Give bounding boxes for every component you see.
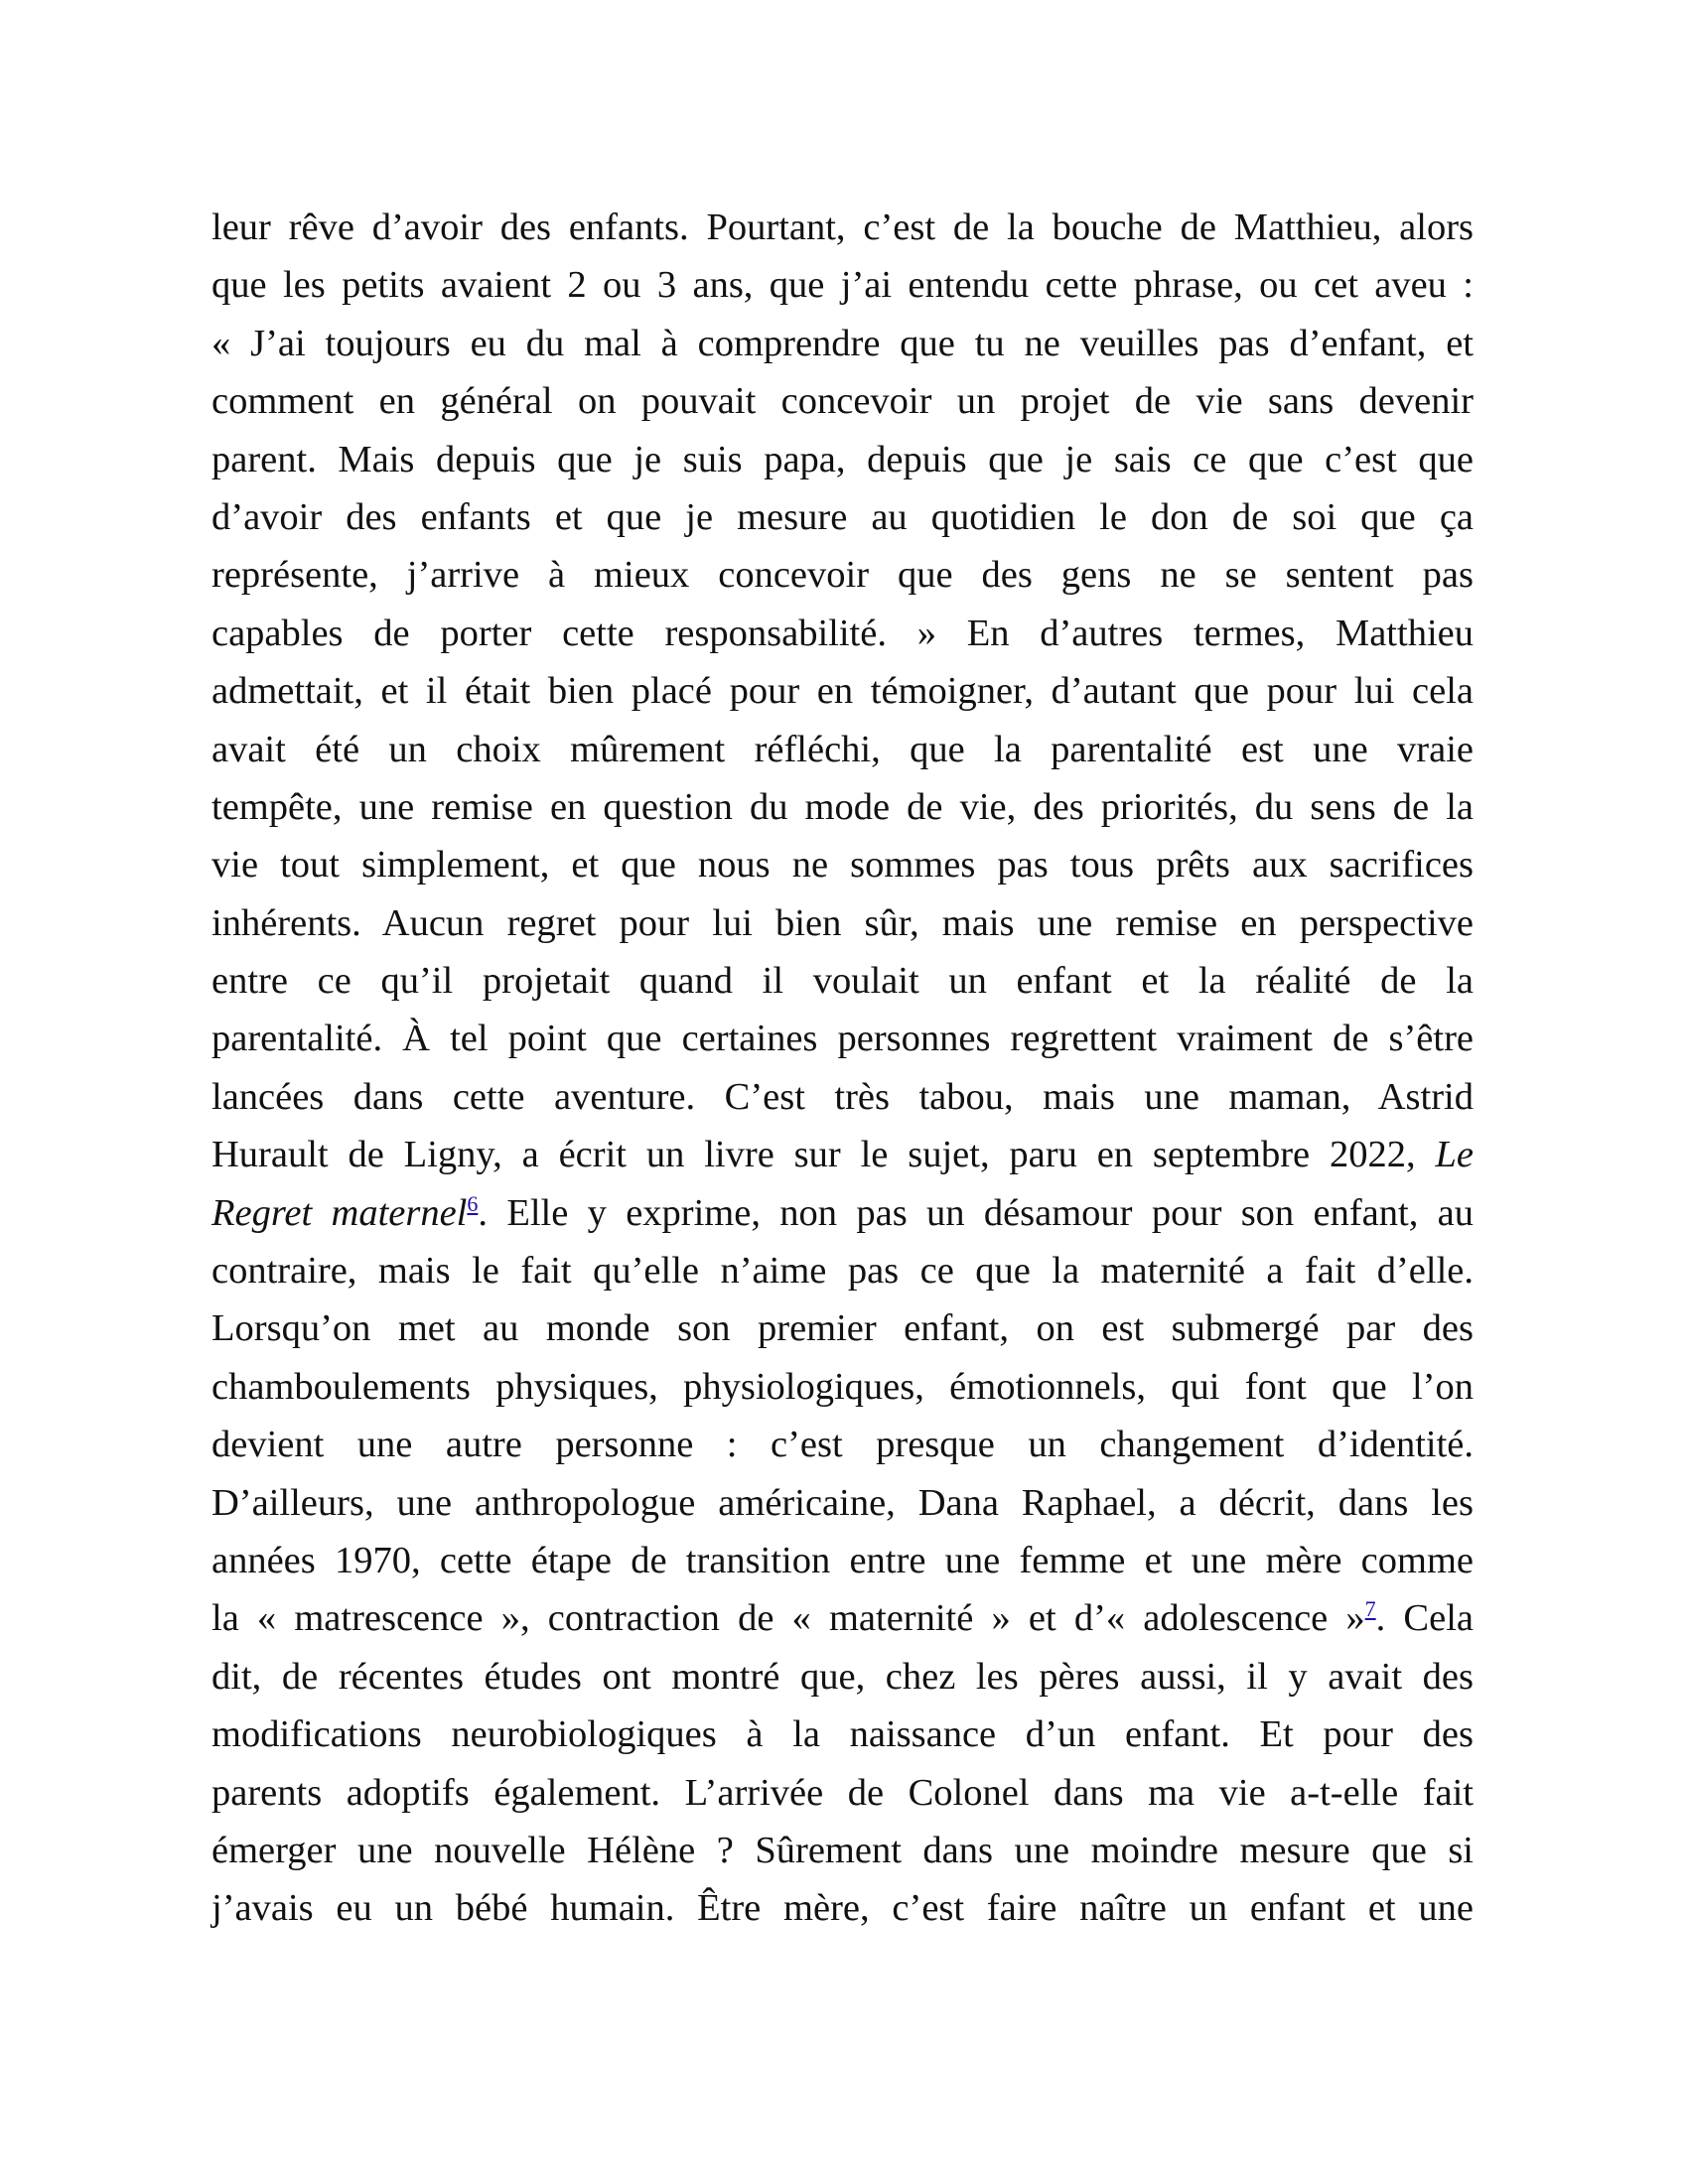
text-line: vie tout simplement, et que nous ne sommes pas tous prêts aux sacrifices: [211, 844, 1474, 887]
text-line: parents adoptifs également. L’arrivée de Colonel dans ma vie a-t-elle fait: [211, 1771, 1474, 1814]
text-line: D’ailleurs, une anthropologue américaine, Dana Raphael, a décrit, dans les: [211, 1481, 1474, 1524]
text-line: Lorsqu’on met au monde son premier enfant, on est submergé par des: [211, 1307, 1474, 1350]
body-text: [211, 199, 1474, 1938]
text-line: contraire, mais le fait qu’elle n’aime pas ce que la maternité a fait d’elle.: [211, 1250, 1474, 1293]
text-line-with-title-start: [211, 1126, 1474, 1183]
footnote-ref-6[interactable]: 6: [467, 1190, 479, 1216]
text-segment: . Elle y exprime, non pas un désamour pour son enfant, au: [478, 1191, 1474, 1234]
text-line: représente, j’arrive à mieux concevoir que des gens ne se sentent pas: [211, 554, 1474, 597]
text-line: tempête, une remise en question du mode de vie, des priorités, du sens de la: [211, 785, 1474, 828]
text-segment: . Cela: [1375, 1597, 1474, 1640]
footnote-ref-7[interactable]: 7: [1364, 1596, 1376, 1622]
text-line-with-footnote-6: [211, 1184, 1474, 1242]
text-line: lancées dans cette aventure. C’est très tabou, mais une maman, Astrid: [211, 1075, 1474, 1118]
text-line: dit, de récentes études ont montré que, chez les pères aussi, il y avait des: [211, 1655, 1474, 1698]
text-line: parentalité. À tel point que certaines personnes regrettent vraiment de s’être: [211, 1018, 1474, 1060]
text-line: d’avoir des enfants et que je mesure au quotidien le don de soi que ça: [211, 495, 1474, 538]
text-line-with-footnote-7: [211, 1589, 1474, 1647]
text-line: chamboulements physiques, physiologiques, émotionnels, qui font que l’on: [211, 1365, 1474, 1408]
text-line: années 1970, cette étape de transition entre une femme et une mère comme: [211, 1539, 1474, 1581]
text-line: leur rêve d’avoir des enfants. Pourtant, c’est de la bouche de Matthieu, alors: [211, 206, 1474, 248]
text-line: devient une autre personne : c’est presque un changement d’identité.: [211, 1424, 1474, 1466]
text-line: « J’ai toujours eu du mal à comprendre que tu ne veuilles pas d’enfant, et: [211, 322, 1474, 364]
book-title-part-2: Regret maternel: [211, 1191, 468, 1234]
text-line: inhérents. Aucun regret pour lui bien sûr, mais une remise en perspective: [211, 901, 1474, 944]
text-segment: Hurault de Ligny, a écrit un livre sur le sujet, paru en septembre 2022,: [211, 1134, 1416, 1176]
text-line: capables de porter cette responsabilité. » En d’autres termes, Matthieu: [211, 612, 1474, 654]
book-title-part-1: Le: [1435, 1134, 1474, 1176]
text-line: comment en général on pouvait concevoir un projet de vie sans devenir: [211, 380, 1474, 423]
text-line: émerger une nouvelle Hélène ? Sûrement dans une moindre mesure que si: [211, 1829, 1474, 1871]
text-segment: la « matrescence », contraction de « maternité » et d’« adolescence »: [211, 1597, 1365, 1640]
text-line: avait été un choix mûrement réfléchi, que la parentalité est une vraie: [211, 728, 1474, 770]
text-line: admettait, et il était bien placé pour en témoigner, d’autant que pour lui cela: [211, 670, 1474, 713]
text-line: parent. Mais depuis que je suis papa, depuis que je sais ce que c’est que: [211, 438, 1474, 480]
text-line: modifications neurobiologiques à la naissance d’un enfant. Et pour des: [211, 1713, 1474, 1756]
text-line: que les petits avaient 2 ou 3 ans, que j’ai entendu cette phrase, ou cet aveu :: [211, 264, 1474, 307]
text-line: entre ce qu’il projetait quand il voulait un enfant et la réalité de la: [211, 960, 1474, 1003]
text-line: j’avais eu un bébé humain. Être mère, c’est faire naître un enfant et une: [211, 1887, 1474, 1930]
